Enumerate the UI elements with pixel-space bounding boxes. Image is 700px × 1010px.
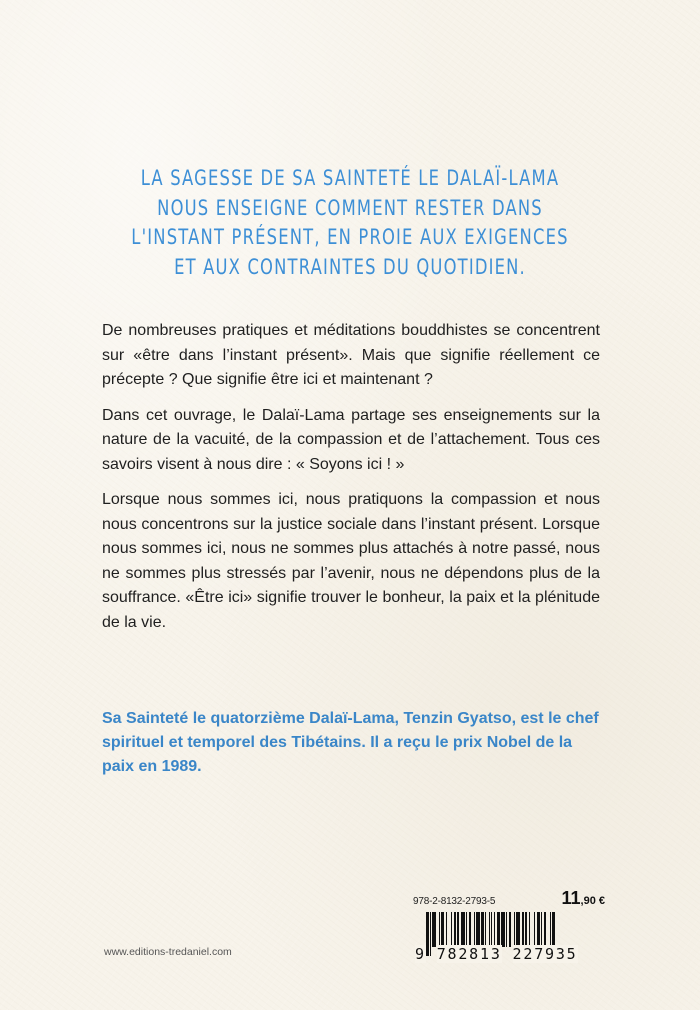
price-integer: 11 bbox=[561, 888, 581, 908]
tagline-line: L'INSTANT PRÉSENT, EN PROIE AUX EXIGENCES bbox=[131, 225, 569, 249]
barcode-icon bbox=[415, 912, 608, 963]
author-bio-text: Sa Sainteté le quatorzième Dalaï-Lama, Tenzin Gyatso, est le chef spirituel et temporel des Tibétains. Il a reçu le prix Nobel de la paix en 1989. bbox=[102, 710, 599, 775]
blurb-paragraph: De nombreuses pratiques et méditations bouddhistes se concentrent sur «être dans l’instant présent». Mais que signifie réellement ce précepte ? Que signifie être ici et maintenant ? bbox=[102, 322, 600, 388]
price bbox=[562, 888, 606, 909]
barcode-digits-left: 782813 bbox=[436, 945, 502, 963]
blurb-paragraph: Lorsque nous sommes ici, nous pratiquons la compassion et nous nous concentrons sur la justice sociale dans l’instant présent. Lorsque nous sommes ici, nous ne sommes plus attachés à notre passé, nous ne sommes plus stressés par l’avenir, nous ne dépendons plus de la souffrance. «Être ici» signifie trouver le bonheur, la paix et la plénitude de la vie. bbox=[102, 491, 600, 631]
isbn: 978-2-8132-2793-5 bbox=[413, 896, 496, 907]
publisher-website: www.editions-tredaniel.com bbox=[104, 946, 232, 958]
tagline-line: ET AUX CONTRAINTES DU QUOTIDIEN. bbox=[174, 254, 526, 279]
tagline-line: NOUS ENSEIGNE COMMENT RESTER DANS bbox=[157, 195, 543, 220]
author-bio bbox=[102, 707, 600, 779]
isbn-price-row bbox=[413, 888, 605, 910]
barcode-digits bbox=[415, 945, 578, 963]
blurb bbox=[102, 319, 600, 646]
tagline bbox=[77, 164, 623, 282]
price-decimal: ,90 € bbox=[580, 895, 605, 907]
blurb-paragraph: Dans cet ouvrage, le Dalaï-Lama partage ses enseignements sur la nature de la vacuité, de la compassion et de l’attachement. Tous ces savoirs visent à nous dire : « Soyons ici ! » bbox=[102, 406, 600, 473]
barcode-digits-right: 227935 bbox=[512, 945, 578, 963]
tagline-line: LA SAGESSE DE SA SAINTETÉ LE DALAÏ-LAMA bbox=[140, 166, 560, 190]
barcode-block bbox=[413, 888, 623, 962]
barcode-digit-first: 9 bbox=[415, 945, 426, 963]
